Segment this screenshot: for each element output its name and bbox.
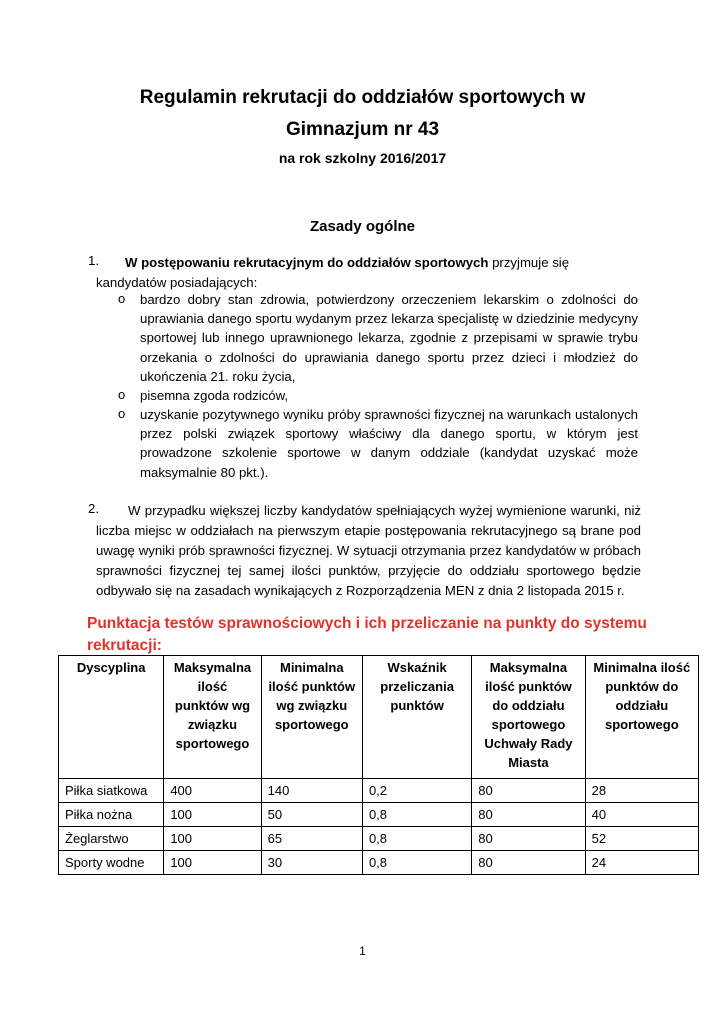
table-cell: 400 [164, 779, 261, 803]
column-header: Maksymalna ilość punktów wg związku sportowego [164, 656, 261, 779]
column-header: Maksymalna ilość punktów do oddziału sportowego Uchwały Rady Miasta [472, 656, 585, 779]
table-cell: 0,8 [362, 827, 471, 851]
table-cell: 80 [472, 851, 585, 875]
paragraph-2 [96, 501, 641, 601]
paragraph-1-number: 1. [88, 253, 99, 268]
table-cell: 100 [164, 851, 261, 875]
scoring-heading: Punktacja testów sprawnościowych i ich przeliczanie na punkty do systemu rekrutacji: [87, 615, 647, 654]
table-cell: 140 [261, 779, 362, 803]
table-cell: 0,2 [362, 779, 471, 803]
table-row [59, 827, 699, 851]
table-cell: Sporty wodne [59, 851, 164, 875]
scoring-table [58, 655, 699, 875]
table-cell: 50 [261, 803, 362, 827]
table-cell: 28 [585, 779, 698, 803]
table-cell: 0,8 [362, 803, 471, 827]
table-cell: 100 [164, 803, 261, 827]
table-row [59, 803, 699, 827]
title-line-1: Regulamin rekrutacji do oddziałów sportowych w [139, 87, 586, 108]
column-header: Minimalna ilość punktów wg związku sportowego [261, 656, 362, 779]
school-year-subtitle: na rok szkolny 2016/2017 [278, 150, 447, 166]
table-header-row [59, 656, 699, 779]
bullet-item: uzyskanie pozytywnego wyniku próby sprawności fizycznej na warunkach ustalonych przez polski związek sportowy właściwy dla danego sportu, w którym jest prowadzone szkolenie sportowe w danym oddziale (kandydat uzyskać może maksymalnie 80 pkt.). [140, 407, 638, 480]
column-header: Wskaźnik przeliczania punktów [362, 656, 471, 779]
bullet-marker: o [118, 291, 126, 306]
page-number: 1 [359, 944, 366, 958]
table-cell: Piłka nożna [59, 803, 164, 827]
paragraph-1-rest: przyjmuje się kandydatów posiadających: [96, 255, 570, 290]
paragraph-2-text: W przypadku większej liczby kandydatów spełniających wyżej wymienione warunki, niż liczba miejsc w oddziałach na pierwszym etapie postępowania rekrutacyjnego są brane pod uwagę wyniki prób sprawności fizycznej. W sytuacji otrzymania przez kandydatów w próbach sprawności fizycznej tej samej ilości punktów, przyjęcie do oddziału sportowego będzie odbywało się na zasadach wynikających z Rozporządzenia MEN z dnia 2 listopada 2015 r. [96, 503, 641, 598]
table-cell: 52 [585, 827, 698, 851]
table-cell: 80 [472, 779, 585, 803]
paragraph-1-bold: W postępowaniu rekrutacyjnym do oddziałów sportowych [125, 255, 489, 270]
paragraph-1 [96, 253, 641, 293]
bullet-marker: o [118, 406, 126, 421]
paragraph-2-number: 2. [88, 501, 99, 516]
table-cell: 30 [261, 851, 362, 875]
column-header: Dyscyplina [59, 656, 164, 779]
table-cell: Piłka siatkowa [59, 779, 164, 803]
table-row [59, 851, 699, 875]
table-cell: 80 [472, 803, 585, 827]
table-cell: 0,8 [362, 851, 471, 875]
bullet-item: bardzo dobry stan zdrowia, potwierdzony orzeczeniem lekarskim o zdolności do uprawiania danego sportu wydanym przez lekarza specjalistę w dziedzinie medycyny sportowej lub innego uprawnionego lekarza, zgodnie z przepisami w sprawie trybu orzekania o zdolności do uprawiania danego sportu przez dzieci i młodzież do ukończenia 21. roku życia, [140, 292, 638, 384]
column-header: Minimalna ilość punktów do oddziału sportowego [585, 656, 698, 779]
table-cell: 65 [261, 827, 362, 851]
bullet-marker: o [118, 387, 126, 402]
table-row [59, 779, 699, 803]
table-cell: 40 [585, 803, 698, 827]
title-line-2: Gimnazjum nr 43 [285, 119, 440, 140]
bullet-item: pisemna zgoda rodziców, [140, 388, 289, 403]
section-title: Zasady ogólne [309, 218, 416, 235]
table-cell: Żeglarstwo [59, 827, 164, 851]
table-cell: 100 [164, 827, 261, 851]
table-cell: 80 [472, 827, 585, 851]
table-cell: 24 [585, 851, 698, 875]
